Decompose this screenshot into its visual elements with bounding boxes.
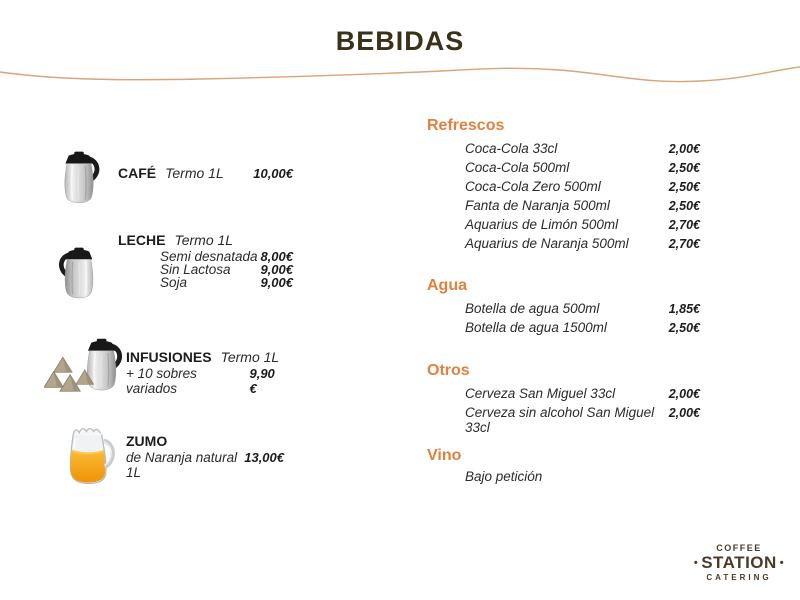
menu-item-price: 2,70€ — [668, 218, 700, 232]
menu-item-label: Fanta de Naranja 500ml — [465, 198, 610, 213]
leche-sub-label: Soja — [160, 275, 188, 290]
infusiones-header-row — [126, 349, 301, 365]
leche-name: LECHE — [118, 232, 166, 248]
leche-subitem-row — [160, 275, 293, 290]
leche-variant: Termo 1L — [174, 232, 234, 248]
menu-item-label: Aquarius de Naranja 500ml — [465, 236, 629, 251]
menu-item-price: 2,00€ — [668, 406, 700, 420]
cafe-variant: Termo 1L — [165, 165, 224, 181]
menu-item-price: 2,00€ — [668, 142, 700, 156]
infusiones-price: 9,90 € — [249, 366, 275, 396]
menu-item-price: 1,85€ — [668, 302, 700, 316]
leche-sub-label: Semi desnatada — [160, 249, 258, 264]
menu-item-label: Cerveza San Miguel 33cl — [465, 386, 616, 401]
menu-item-label: Botella de agua 500ml — [465, 301, 600, 316]
menu-item-price: 2,50€ — [668, 199, 700, 213]
infusiones-row — [126, 366, 285, 396]
menu-item-price: 2,70€ — [668, 237, 700, 251]
menu-row — [465, 386, 700, 401]
cafe-price: 10,00€ — [253, 166, 293, 181]
menu-row — [465, 405, 700, 435]
leche-sub-price: 9,00€ — [260, 275, 293, 290]
coffee-station-logo — [684, 544, 794, 582]
menu-row — [465, 141, 700, 156]
menu-item-price: 2,50€ — [668, 161, 700, 175]
menu-row — [465, 469, 700, 484]
infusiones-thermos-teabags-image — [44, 336, 128, 399]
logo-right-dot: • — [779, 557, 785, 569]
zumo-description: de Naranja natural 1L — [126, 450, 238, 480]
zumo-row — [126, 450, 284, 480]
logo-catering-text: CATERING — [706, 573, 772, 582]
menu-item-label: Coca-Cola Zero 500ml — [465, 179, 601, 194]
logo-left-dot: • — [693, 557, 699, 569]
infusiones-description: + 10 sobres variados — [126, 366, 197, 396]
logo-coffee-text: COFFEE — [716, 543, 762, 553]
menu-item-label: Cerveza sin alcohol San Miguel 33cl — [465, 405, 655, 435]
menu-item-label: Aquarius de Limón 500ml — [465, 217, 619, 232]
menu-item-price: 2,50€ — [668, 321, 700, 335]
menu-item-label: Botella de agua 1500ml — [465, 320, 607, 335]
cafe-name: CAFÉ — [118, 165, 157, 181]
menu-row — [465, 301, 700, 316]
section-header-agua: Agua — [427, 277, 467, 294]
menu-item-price: 2,00€ — [668, 387, 700, 401]
section-header-otros: Otros — [427, 362, 470, 379]
logo-station-text — [684, 554, 794, 571]
infusiones-name: INFUSIONES — [126, 349, 212, 365]
leche-thermos-image — [55, 246, 103, 304]
page-title: BEBIDAS — [335, 26, 465, 56]
menu-item-label: Coca-Cola 500ml — [465, 160, 570, 175]
right-menu-column — [427, 117, 700, 487]
cafe-thermos-image — [55, 150, 103, 209]
menu-row — [465, 320, 700, 335]
leche-sub-price: 9,00€ — [260, 262, 293, 277]
leche-sub-label: Sin Lactosa — [160, 262, 231, 277]
zumo-name: ZUMO — [126, 433, 168, 449]
zumo-pitcher-image — [62, 424, 118, 488]
menu-item-label: Coca-Cola 33cl — [465, 141, 558, 156]
menu-row — [465, 160, 700, 175]
leche-header-row — [118, 232, 293, 248]
menu-item-price: 2,50€ — [668, 180, 700, 194]
menu-row — [465, 217, 700, 232]
cafe-row — [118, 165, 293, 181]
logo-station-word: STATION — [701, 553, 777, 572]
zumo-header-row — [126, 433, 284, 449]
infusiones-variant: Termo 1L — [220, 349, 280, 365]
menu-row — [465, 179, 700, 194]
zumo-price: 13,00€ — [244, 450, 284, 465]
leche-sub-price: 8,00€ — [260, 249, 293, 264]
wavy-divider-line — [0, 58, 800, 94]
section-header-refrescos: Refrescos — [427, 117, 505, 134]
section-header-vino: Vino — [427, 447, 462, 464]
menu-row — [465, 236, 700, 251]
menu-row — [465, 198, 700, 213]
menu-item-label: Bajo petición — [465, 469, 543, 484]
